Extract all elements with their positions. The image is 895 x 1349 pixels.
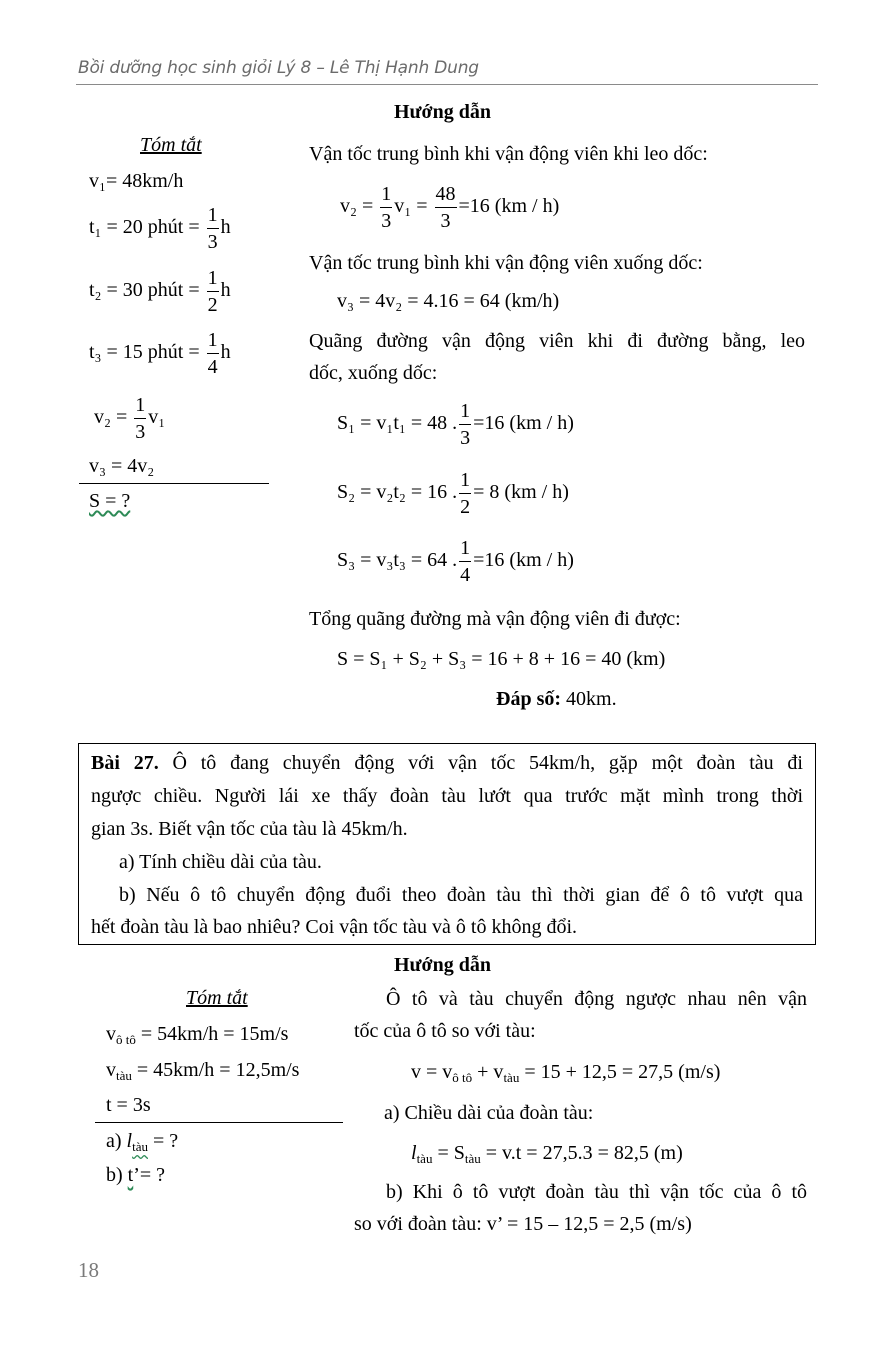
v-oto-sub: ô tô bbox=[116, 1032, 136, 1047]
t3-fraction bbox=[207, 330, 219, 377]
s3-num: 1 bbox=[459, 538, 471, 562]
s2-b: = 8 (km / h) bbox=[473, 481, 569, 504]
eq1-sub2: tàu bbox=[503, 1070, 520, 1085]
sol2-b-line2: so với đoàn tàu: v’ = 15 – 12,5 = 2,5 (m/s) bbox=[354, 1213, 692, 1235]
eq1-frac1 bbox=[380, 184, 392, 231]
sol2-a-label: a) Chiều dài của đoàn tàu: bbox=[384, 1102, 594, 1124]
s3-a: S₃ = v₃t₃ = 64 . bbox=[337, 549, 458, 572]
sol2-p1-line1: Ô tô và tàu chuyển động ngược nhau nên vận bbox=[386, 988, 807, 1010]
v2-fraction bbox=[134, 395, 146, 442]
problem27-part-b: b) Nếu ô tô chuyển động đuổi theo đoàn tàu thì thời gian để ô tô vượt qua bbox=[119, 884, 803, 906]
summary1-ask bbox=[89, 490, 130, 513]
summary2-v-oto bbox=[106, 1023, 288, 1048]
eq1-c: =16 (km / h) bbox=[458, 195, 560, 218]
sol1-p2: Vận tốc trung bình khi vận động viên xuống dốc: bbox=[309, 252, 703, 274]
sol1-s2 bbox=[337, 470, 569, 517]
t1-den: 3 bbox=[207, 231, 218, 253]
ask-a-sub: tàu bbox=[132, 1139, 148, 1154]
eq1-num1: 1 bbox=[380, 184, 392, 208]
answer-label: Đáp số: bbox=[496, 688, 562, 710]
sol2-b-line1: b) Khi ô tô vượt đoàn tàu thì vận tốc của ô tô bbox=[386, 1181, 807, 1203]
v2-den: 3 bbox=[135, 421, 146, 443]
t3-num: 1 bbox=[207, 330, 219, 354]
problem27-part-a: a) Tính chiều dài của tàu. bbox=[119, 851, 322, 873]
eq1-b: + v bbox=[472, 1061, 504, 1083]
summary2-t: t = 3s bbox=[106, 1094, 151, 1116]
t2-den: 2 bbox=[207, 294, 218, 316]
t3-den: 4 bbox=[207, 356, 218, 378]
summary1-t1 bbox=[89, 205, 231, 252]
ask-a-post: = ? bbox=[148, 1130, 179, 1152]
summary1-title: Tóm tắt bbox=[140, 134, 202, 156]
s2-frac bbox=[459, 470, 471, 517]
answer-value: 40km. bbox=[561, 688, 617, 710]
s3-den: 4 bbox=[460, 564, 471, 586]
v-tau-value: = 45km/h = 12,5m/s bbox=[131, 1059, 300, 1081]
v-tau-sub: tàu bbox=[116, 1068, 132, 1083]
eq2-sub2: tàu bbox=[464, 1151, 481, 1166]
summary1-v1: v₁= 48km/h bbox=[89, 170, 184, 192]
eq2-a: = S bbox=[432, 1142, 465, 1164]
sol2-p1-line2: tốc của ô tô so với tàu: bbox=[354, 1020, 536, 1042]
eq1-a: v = v bbox=[411, 1061, 453, 1083]
eq1-frac2 bbox=[435, 184, 457, 231]
s1-den: 3 bbox=[460, 427, 471, 449]
eq1-b: v₁ = bbox=[394, 195, 428, 218]
eq1-sub1: ô tô bbox=[452, 1070, 473, 1085]
ask-a-pre: a) bbox=[106, 1130, 127, 1152]
summary1-v3: v₃ = 4v₂ bbox=[89, 455, 155, 477]
section2-heading: Hướng dẫn bbox=[394, 954, 492, 976]
header-divider bbox=[76, 84, 818, 85]
s1-a: S₁ = v₁t₁ = 48 . bbox=[337, 412, 458, 435]
sol2-eq1 bbox=[411, 1061, 720, 1086]
v2-num: 1 bbox=[134, 395, 146, 419]
v-oto-symbol: v bbox=[106, 1023, 116, 1045]
problem27-line2: ngược chiều. Người lái xe thấy đoàn tàu lướt qua trước mặt mình trong thời bbox=[91, 785, 803, 807]
t1-unit: h bbox=[220, 216, 231, 239]
eq1-den2: 3 bbox=[440, 210, 451, 232]
t3-unit: h bbox=[220, 341, 231, 364]
s1-frac bbox=[459, 401, 471, 448]
s2-num: 1 bbox=[459, 470, 471, 494]
summary2-ask-b bbox=[106, 1164, 165, 1187]
summary2-title: Tóm tắt bbox=[186, 987, 248, 1009]
s1-num: 1 bbox=[459, 401, 471, 425]
eq2-l: l bbox=[411, 1142, 417, 1164]
sol1-total: S = S₁ + S₂ + S₃ = 16 + 8 + 16 = 40 (km) bbox=[337, 648, 666, 670]
sol1-eq1 bbox=[340, 184, 559, 231]
section1-heading: Hướng dẫn bbox=[394, 101, 492, 123]
page-number: 18 bbox=[78, 1258, 99, 1282]
ask-a-l: l bbox=[126, 1130, 133, 1152]
t2-label: t₂ = 30 phút = bbox=[89, 279, 200, 302]
summary1-t2 bbox=[89, 268, 231, 315]
problem27-box bbox=[78, 743, 816, 945]
v-tau-symbol: v bbox=[106, 1059, 116, 1081]
sol2-eq2 bbox=[411, 1142, 683, 1167]
t2-num: 1 bbox=[207, 268, 219, 292]
summary1-divider bbox=[79, 483, 269, 484]
summary1-v2 bbox=[94, 395, 165, 442]
sol1-s3 bbox=[337, 538, 574, 585]
ask-s: S = ? bbox=[89, 490, 131, 512]
problem27-line1 bbox=[91, 752, 803, 775]
running-header: Bồi dưỡng học sinh giỏi Lý 8 – Lê Thị Hạnh Dung bbox=[78, 58, 479, 78]
t1-fraction bbox=[207, 205, 219, 252]
summary2-v-tau bbox=[106, 1059, 299, 1084]
v2-rhs: v₁ bbox=[148, 406, 166, 429]
sol1-p4: Tổng quãng đường mà vận động viên đi được: bbox=[309, 608, 681, 630]
t2-unit: h bbox=[220, 279, 231, 302]
ask-b-t: t bbox=[127, 1164, 134, 1186]
problem27-line3: gian 3s. Biết vận tốc của tàu là 45km/h. bbox=[91, 818, 408, 840]
summary1-t3 bbox=[89, 330, 231, 377]
ask-b-post: ’= ? bbox=[133, 1164, 166, 1186]
summary2-divider bbox=[95, 1122, 343, 1123]
problem27-label: Bài 27. bbox=[91, 752, 159, 774]
s1-b: =16 (km / h) bbox=[473, 412, 574, 435]
s2-a: S₂ = v₂t₂ = 16 . bbox=[337, 481, 458, 504]
sol1-s1 bbox=[337, 401, 574, 448]
eq1-a: v₂ = bbox=[340, 195, 374, 218]
eq2-sub1: tàu bbox=[416, 1151, 433, 1166]
sol1-p1: Vận tốc trung bình khi vận động viên khi leo dốc: bbox=[309, 143, 708, 165]
eq1-num2: 48 bbox=[435, 184, 457, 208]
v2-label: v₂ = bbox=[94, 406, 128, 429]
problem27-text1: Ô tô đang chuyển động với vận tốc 54km/h, gặp một đoàn tàu đi bbox=[158, 752, 803, 774]
eq2-b: = v.t = 27,5.3 = 82,5 (m) bbox=[480, 1142, 683, 1164]
sol1-p3-line1: Quãng đường vận động viên khi đi đường bằng, leo bbox=[309, 330, 805, 352]
problem27-line6: hết đoàn tàu là bao nhiêu? Coi vận tốc tàu và ô tô không đổi. bbox=[91, 916, 577, 938]
sol1-answer bbox=[496, 688, 617, 711]
s2-den: 2 bbox=[460, 496, 471, 518]
t2-fraction bbox=[207, 268, 219, 315]
eq1-den1: 3 bbox=[381, 210, 392, 232]
t1-num: 1 bbox=[207, 205, 219, 229]
s3-frac bbox=[459, 538, 471, 585]
t3-label: t₃ = 15 phút = bbox=[89, 341, 200, 364]
sol1-p3-line2: dốc, xuống dốc: bbox=[309, 362, 438, 384]
sol1-eq2: v₃ = 4v₂ = 4.16 = 64 (km/h) bbox=[337, 290, 560, 312]
eq1-c: = 15 + 12,5 = 27,5 (m/s) bbox=[519, 1061, 721, 1083]
v-oto-value: = 54km/h = 15m/s bbox=[135, 1023, 289, 1045]
t1-label: t₁ = 20 phút = bbox=[89, 216, 200, 239]
summary2-ask-a bbox=[106, 1130, 178, 1155]
ask-b-pre: b) bbox=[106, 1164, 128, 1186]
s3-b: =16 (km / h) bbox=[473, 549, 574, 572]
